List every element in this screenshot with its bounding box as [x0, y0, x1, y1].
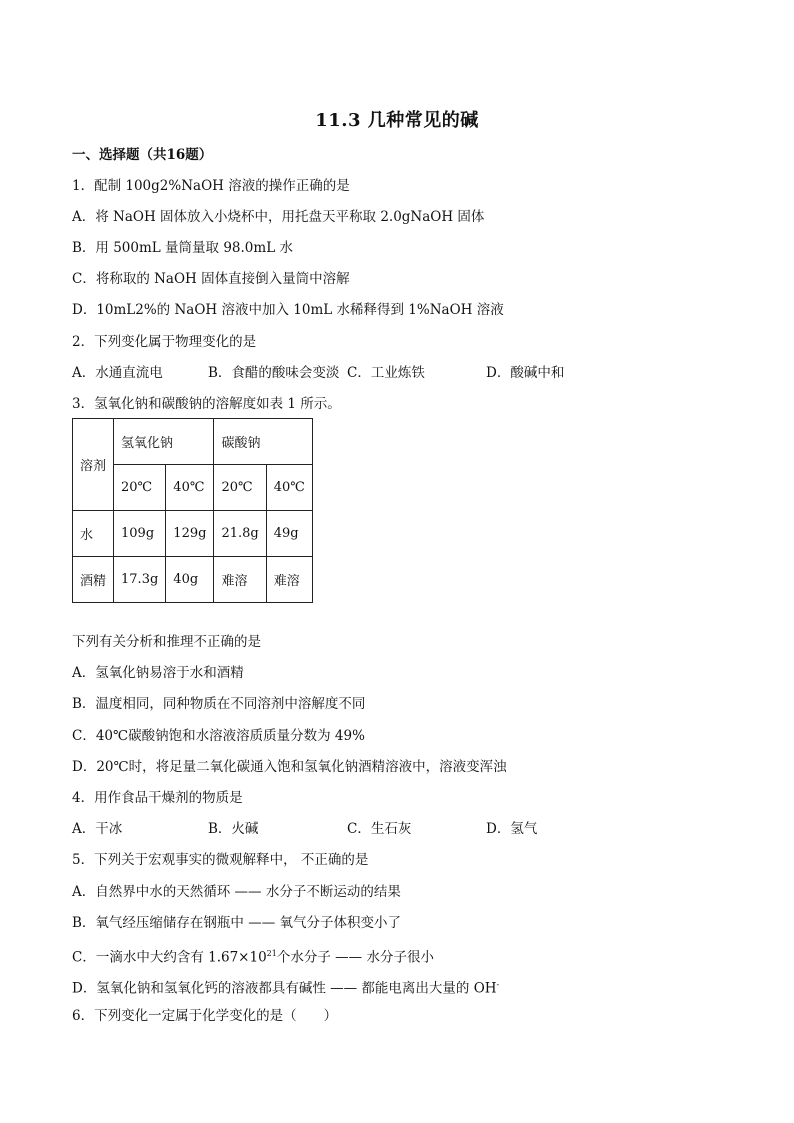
table-cell: 难溶: [266, 557, 312, 603]
table-cell: 109g: [114, 511, 166, 557]
question-5-option-a: A．自然界中水的天然循环 —— 水分子不断运动的结果: [72, 884, 401, 900]
question-3-option-c: C．40℃碳酸钠饱和水溶液溶质质量分数为 49%: [72, 728, 365, 744]
ion-charge: -: [496, 980, 500, 989]
table-cell: 129g: [166, 511, 214, 557]
question-2-option-c: C．工业炼铁: [347, 365, 425, 381]
question-3-option-d: D．20℃时，将足量二氧化碳通入饱和氢氧化钠酒精溶液中，溶液变浑浊: [72, 759, 507, 775]
question-4-option-a: A．干冰: [72, 821, 123, 837]
table-header-naoh: 氢氧化钠: [114, 419, 214, 465]
solubility-table: [72, 418, 313, 603]
question-4-option-d: D．氢气: [486, 821, 538, 837]
question-1-option-d: D．10mL2%的 NaOH 溶液中加入 10mL 水稀释得到 1%NaOH 溶液: [72, 302, 504, 318]
question-4-option-c: C．生石灰: [347, 821, 412, 837]
table-temp-cell: 20℃: [214, 465, 266, 511]
table-row: [73, 511, 313, 557]
table-temp-cell: 40℃: [166, 465, 214, 511]
question-5-option-c: [72, 945, 434, 967]
section-heading: 一、选择题（共16题）: [72, 147, 213, 163]
question-3-lead: 下列有关分析和推理不正确的是: [72, 634, 261, 650]
table-row-label: 水: [73, 511, 114, 557]
table-row: [73, 557, 313, 603]
question-5-option-c-text-end: 个水分子 —— 水分子很小: [276, 949, 434, 966]
question-1-option-b: B．用 500mL 量筒量取 98.0mL 水: [72, 240, 293, 256]
table-cell: 17.3g: [114, 557, 166, 603]
question-4-option-b: B．火碱: [208, 821, 259, 837]
question-2-option-b: B．食醋的酸味会变淡: [208, 365, 340, 381]
question-5-option-d-text: D．氢氧化钠和氢氧化钙的溶液都具有碱性 —— 都能电离出大量的 OH: [72, 980, 497, 997]
question-5-option-c-text: C．一滴水中大约含有 1.67×10: [72, 949, 267, 966]
question-2-stem: 2．下列变化属于物理变化的是: [72, 334, 257, 350]
table-temp-cell: 20℃: [114, 465, 166, 511]
question-2-option-d: D．酸碱中和: [486, 365, 565, 381]
table-header-solvent: 溶剂: [73, 419, 114, 511]
question-5-option-d: [72, 976, 499, 998]
exponent: 21: [266, 949, 277, 958]
question-1-option-a: A．将 NaOH 固体放入小烧杯中，用托盘天平称取 2.0gNaOH 固体: [72, 209, 485, 225]
question-5-stem: 5．下列关于宏观事实的微观解释中， 不正确的是: [72, 852, 369, 868]
table-header-row: [73, 419, 313, 465]
question-5-option-b: B．氧气经压缩储存在钢瓶中 —— 氧气分子体积变小了: [72, 915, 402, 931]
table-row-label: 酒精: [73, 557, 114, 603]
table-cell: 49g: [266, 511, 312, 557]
table-cell: 40g: [166, 557, 214, 603]
question-3-stem: 3．氢氧化钠和碳酸钠的溶解度如表 1 所示。: [72, 396, 341, 412]
question-1-option-c: C．将称取的 NaOH 固体直接倒入量筒中溶解: [72, 271, 350, 287]
table-cell: 难溶: [214, 557, 266, 603]
table-cell: 21.8g: [214, 511, 266, 557]
question-3-option-b: B．温度相同，同种物质在不同溶剂中溶解度不同: [72, 696, 366, 712]
question-2-option-a: A．水通直流电: [72, 365, 163, 381]
question-4-stem: 4．用作食品干燥剂的物质是: [72, 790, 243, 806]
table-header-na2co3: 碳酸钠: [214, 419, 312, 465]
question-1-stem: 1．配制 100g2%NaOH 溶液的操作正确的是: [72, 178, 350, 194]
question-3-option-a: A．氢氧化钠易溶于水和酒精: [72, 665, 244, 681]
question-6-stem: 6．下列变化一定属于化学变化的是（ ）: [72, 1008, 338, 1024]
page-title: 11.3 几种常见的碱: [315, 110, 479, 131]
table-temp-cell: 40℃: [266, 465, 312, 511]
